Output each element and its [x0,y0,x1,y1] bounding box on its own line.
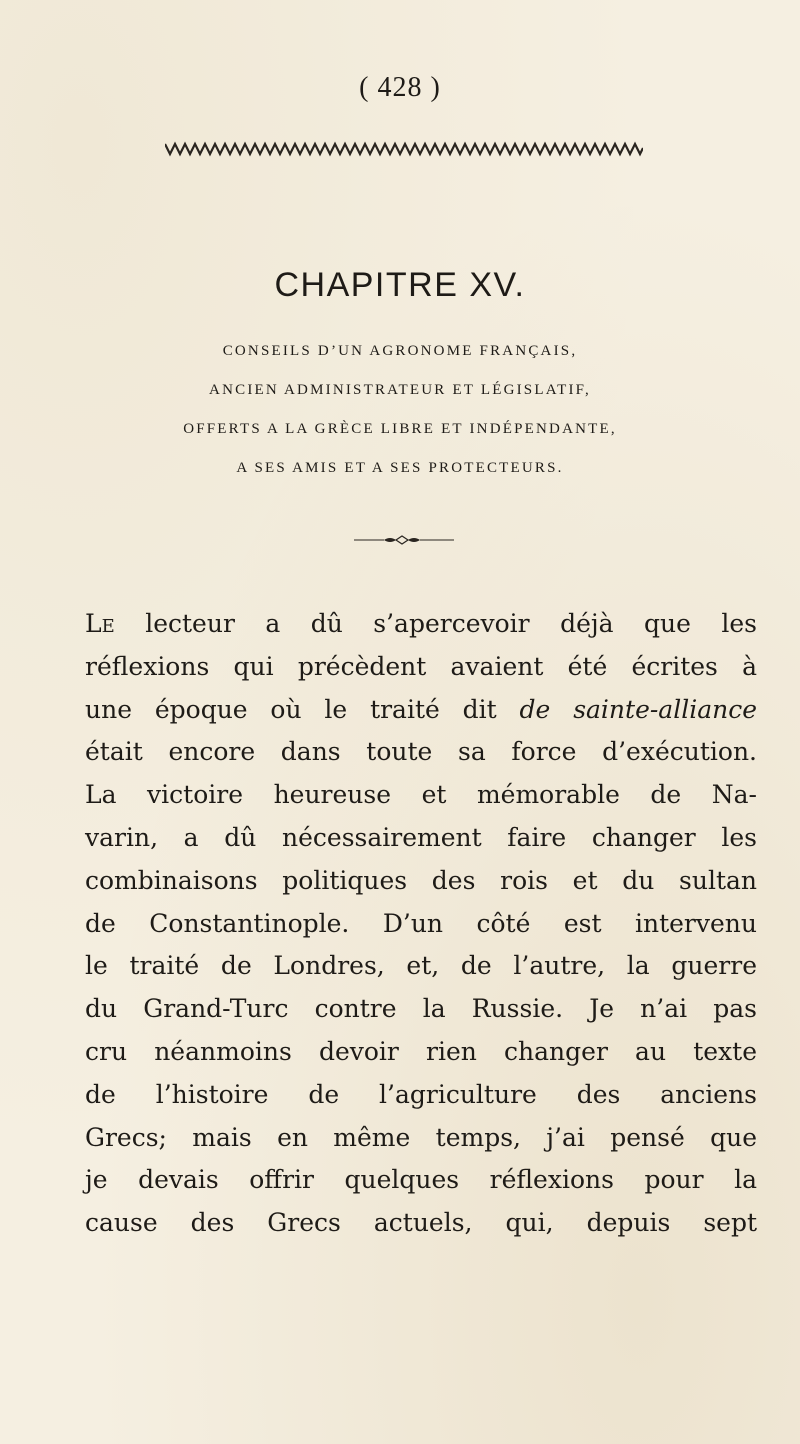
text-line: de Constantinople. D’un côté est intervenu [85,908,757,938]
text-line: cause des Grecs actuels, qui, depuis sept [85,1208,757,1238]
subtitle-line: OFFERTS A LA GRÈCE LIBRE ET INDÉPENDANTE, [183,421,617,437]
text-line: je devais offrir quelques réflexions pour la [85,1165,757,1195]
text-line: du Grand-Turc contre la Russie. Je n’ai pas [85,994,757,1024]
ornamental-rule [165,140,643,158]
text-line: de l’histoire de l’agriculture des anciens [85,1079,757,1109]
subtitle-line: A SES AMIS ET A SES PROTECTEURS. [236,460,564,476]
text-line: Le lecteur a dû s’apercevoir déjà que les [85,609,757,638]
page-number: ( 428 ) [359,72,441,103]
section-divider-ornament [354,535,454,545]
text-line: cru néanmoins devoir rien changer au texte [85,1036,757,1066]
lead-word: Le [85,609,115,638]
text-line: La victoire heureuse et mémorable de Na- [85,780,757,810]
text-line: le traité de Londres, et, de l’autre, la guerre [85,951,757,981]
subtitle-line: ANCIEN ADMINISTRATEUR ET LÉGISLATIF, [209,382,591,398]
text-line: varin, a dû nécessairement faire changer les [85,822,757,852]
text-line: réflexions qui précèdent avaient été écrites à [85,651,757,681]
text-line: combinaisons politiques des rois et du sultan [85,865,757,895]
body-paragraph [85,603,757,1245]
text-line: était encore dans toute sa force d’exécution. [85,737,757,767]
italic-phrase: de sainte-alliance [519,694,758,724]
chapter-title: CHAPITRE XV. [274,265,526,304]
text-line: une époque où le traité dit de sainte-alliance [85,694,758,724]
subtitle-line: CONSEILS D’UN AGRONOME FRANÇAIS, [222,343,578,359]
text-line: Grecs; mais en même temps, j’ai pensé que [85,1122,757,1152]
